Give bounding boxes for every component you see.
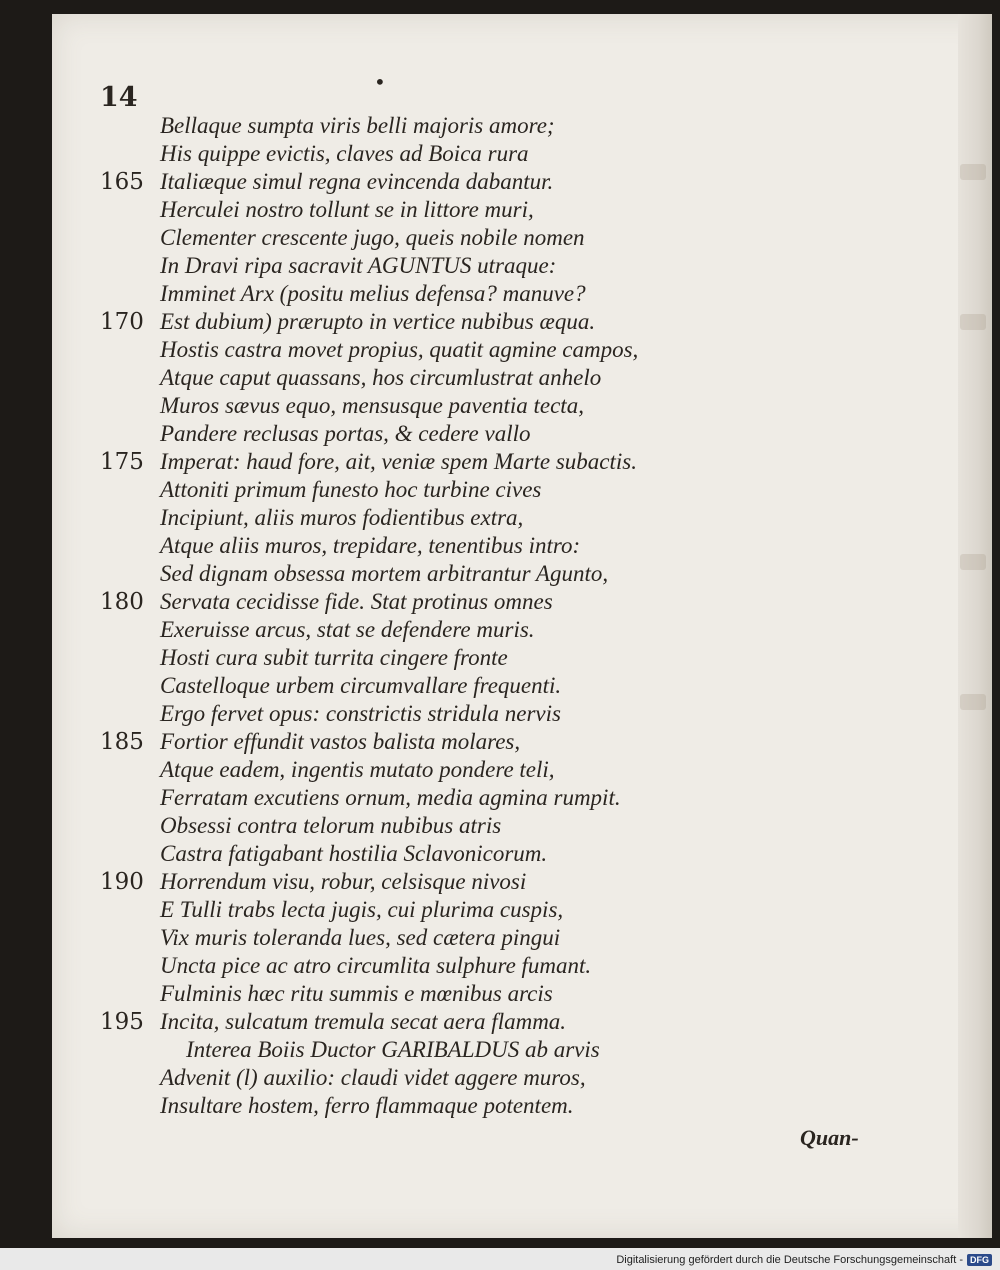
verse-line xyxy=(0,980,900,1008)
line-text: His quippe evictis, claves ad Boica rura xyxy=(160,141,529,166)
line-text: Insultare hostem, ferro flammaque potentem. xyxy=(160,1093,574,1118)
line-number: 170 xyxy=(100,309,144,335)
bleed-through-mark xyxy=(960,164,986,180)
verse-line xyxy=(0,392,900,420)
line-text: E Tulli trabs lecta jugis, cui plurima cuspis, xyxy=(160,897,564,922)
verse-line xyxy=(0,448,900,476)
verse-line xyxy=(0,924,900,952)
footer xyxy=(616,1252,992,1268)
verse-line xyxy=(0,952,900,980)
line-text: Imminet Arx (positu melius defensa? manuve? xyxy=(160,281,586,306)
line-number: 175 xyxy=(100,449,144,475)
line-number: 190 xyxy=(100,869,144,895)
line-text: Est dubium) prærupto in vertice nubibus æqua. xyxy=(160,309,596,334)
verse-line xyxy=(0,1036,900,1064)
verse-line xyxy=(0,420,900,448)
verse-line xyxy=(0,1092,900,1120)
line-text: Ferratam excutiens ornum, media agmina rumpit. xyxy=(160,785,621,810)
line-text: Bellaque sumpta viris belli majoris amore; xyxy=(160,113,555,138)
line-text: Pandere reclusas portas, & cedere vallo xyxy=(160,421,531,446)
line-text: Hosti cura subit turrita cingere fronte xyxy=(160,645,508,670)
line-text: Uncta pice ac atro circumlita sulphure fumant. xyxy=(160,953,592,978)
line-text: Interea Boiis Ductor GARIBALDUS ab arvis xyxy=(186,1037,600,1062)
line-number: 195 xyxy=(100,1009,144,1035)
verse-line xyxy=(0,728,900,756)
line-text: Vix muris toleranda lues, sed cætera pingui xyxy=(160,925,561,950)
footer-credit: Digitalisierung gefördert durch die Deutsche Forschungsgemeinschaft - xyxy=(616,1254,963,1266)
verse-line xyxy=(0,784,900,812)
line-text: Servata cecidisse fide. Stat protinus omnes xyxy=(160,589,553,614)
page-edge xyxy=(958,14,992,1238)
verse-line xyxy=(0,336,900,364)
verse-line xyxy=(0,476,900,504)
line-text: Imperat: haud fore, ait, veniæ spem Marte subactis. xyxy=(160,449,637,474)
verse-line xyxy=(0,252,900,280)
verse-line xyxy=(0,644,900,672)
verse-line xyxy=(0,224,900,252)
printer-ornament: • xyxy=(374,70,386,94)
verse-line xyxy=(0,560,900,588)
verse-line xyxy=(0,364,900,392)
line-text: Atque eadem, ingentis mutato pondere teli, xyxy=(160,757,555,782)
verse-line xyxy=(0,196,900,224)
line-text: Incita, sulcatum tremula secat aera flamma. xyxy=(160,1009,567,1034)
line-text: Castra fatigabant hostilia Sclavonicorum. xyxy=(160,841,548,866)
verse-line xyxy=(0,756,900,784)
line-number: 165 xyxy=(100,169,144,195)
verse-line xyxy=(0,112,900,140)
verse-line xyxy=(0,532,900,560)
bleed-through-mark xyxy=(960,314,986,330)
verse-line xyxy=(0,840,900,868)
line-number: 185 xyxy=(100,729,144,755)
verse-block xyxy=(0,112,900,1120)
line-text: Fortior effundit vastos balista molares, xyxy=(160,729,521,754)
verse-line xyxy=(0,616,900,644)
verse-line xyxy=(0,168,900,196)
line-text: In Dravi ripa sacravit AGUNTUS utraque: xyxy=(160,253,557,278)
verse-line xyxy=(0,308,900,336)
verse-line xyxy=(0,868,900,896)
line-text: Exeruisse arcus, stat se defendere muris. xyxy=(160,617,535,642)
verse-line xyxy=(0,1064,900,1092)
line-text: Attoniti primum funesto hoc turbine cives xyxy=(160,477,542,502)
verse-line xyxy=(0,672,900,700)
verse-line xyxy=(0,280,900,308)
bleed-through-mark xyxy=(960,694,986,710)
verse-line xyxy=(0,812,900,840)
bleed-through-mark xyxy=(960,554,986,570)
line-number: 180 xyxy=(100,589,144,615)
line-text: Ergo fervet opus: constrictis stridula nervis xyxy=(160,701,561,726)
line-text: Obsessi contra telorum nubibus atris xyxy=(160,813,502,838)
verse-line xyxy=(0,1008,900,1036)
line-text: Sed dignam obsessa mortem arbitrantur Agunto, xyxy=(160,561,609,586)
line-text: Italiæque simul regna evincenda dabantur. xyxy=(160,169,554,194)
dfg-logo: DFG xyxy=(967,1254,992,1266)
verse-line xyxy=(0,588,900,616)
verse-line xyxy=(0,140,900,168)
line-text: Incipiunt, aliis muros fodientibus extra, xyxy=(160,505,524,530)
page-number: 14 xyxy=(100,82,138,113)
line-text: Castelloque urbem circumvallare frequenti. xyxy=(160,673,562,698)
verse-line xyxy=(0,504,900,532)
verse-line xyxy=(0,896,900,924)
line-text: Muros sævus equo, mensusque paventia tecta, xyxy=(160,393,584,418)
line-text: Herculei nostro tollunt se in littore muri, xyxy=(160,197,534,222)
line-text: Horrendum visu, robur, celsisque nivosi xyxy=(160,869,527,894)
line-text: Fulminis hæc ritu summis e mœnibus arcis xyxy=(160,981,553,1006)
line-text: Clementer crescente jugo, queis nobile nomen xyxy=(160,225,585,250)
line-text: Atque aliis muros, trepidare, tenentibus intro: xyxy=(160,533,581,558)
line-text: Hostis castra movet propius, quatit agmine campos, xyxy=(160,337,639,362)
verse-line xyxy=(0,700,900,728)
catchword: Quan- xyxy=(800,1125,859,1150)
line-text: Atque caput quassans, hos circumlustrat anhelo xyxy=(160,365,602,390)
line-text: Advenit (l) auxilio: claudi videt aggere muros, xyxy=(160,1065,586,1090)
